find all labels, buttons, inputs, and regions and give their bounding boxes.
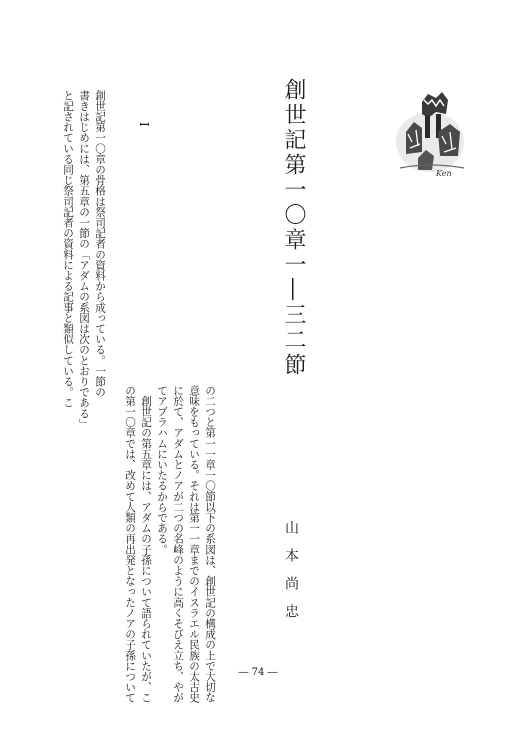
page-number: ― 74 ― — [238, 667, 278, 678]
text-line: 創世記第一〇章の骨格は祭司記者の資料から成っている。一節の — [94, 90, 106, 398]
section-number: I — [137, 122, 151, 127]
text-line: の二つと第一一章一〇節以下の系図は、創世記の構成の上で大切な — [204, 385, 216, 703]
text-line: と記されている同じ祭司記者の資料による記事と類似している。こ — [62, 90, 74, 408]
text-line: 書きはじめには、第五章の一節の「アダムの系図は次のとおりである」 — [78, 90, 90, 430]
author-name: 山本尚忠 — [283, 520, 299, 632]
figures-sketch — [392, 80, 470, 178]
body-text-lower — [122, 385, 218, 703]
ink-illustration — [392, 80, 470, 178]
body-text-upper — [60, 90, 108, 429]
text-line: てアブラハムにいたるからである。 — [156, 385, 168, 555]
illustration-signature: Ken — [436, 169, 452, 178]
article-title: 創世記第一〇章一―三二節 — [281, 78, 306, 378]
text-line: の第一〇章では、改めて人類の再出発となったノアの子孫について — [124, 385, 136, 703]
text-line: 意味をもっている。それは第一一章までのイスラエル民族の太古史 — [188, 385, 200, 703]
text-line: 創世記の第五章には、アダムの子孫について語られていたが、こ — [140, 385, 152, 703]
text-line: に於て、アダムとノアが二つの名峰のように高くそびえ立ち、やが — [172, 385, 184, 703]
